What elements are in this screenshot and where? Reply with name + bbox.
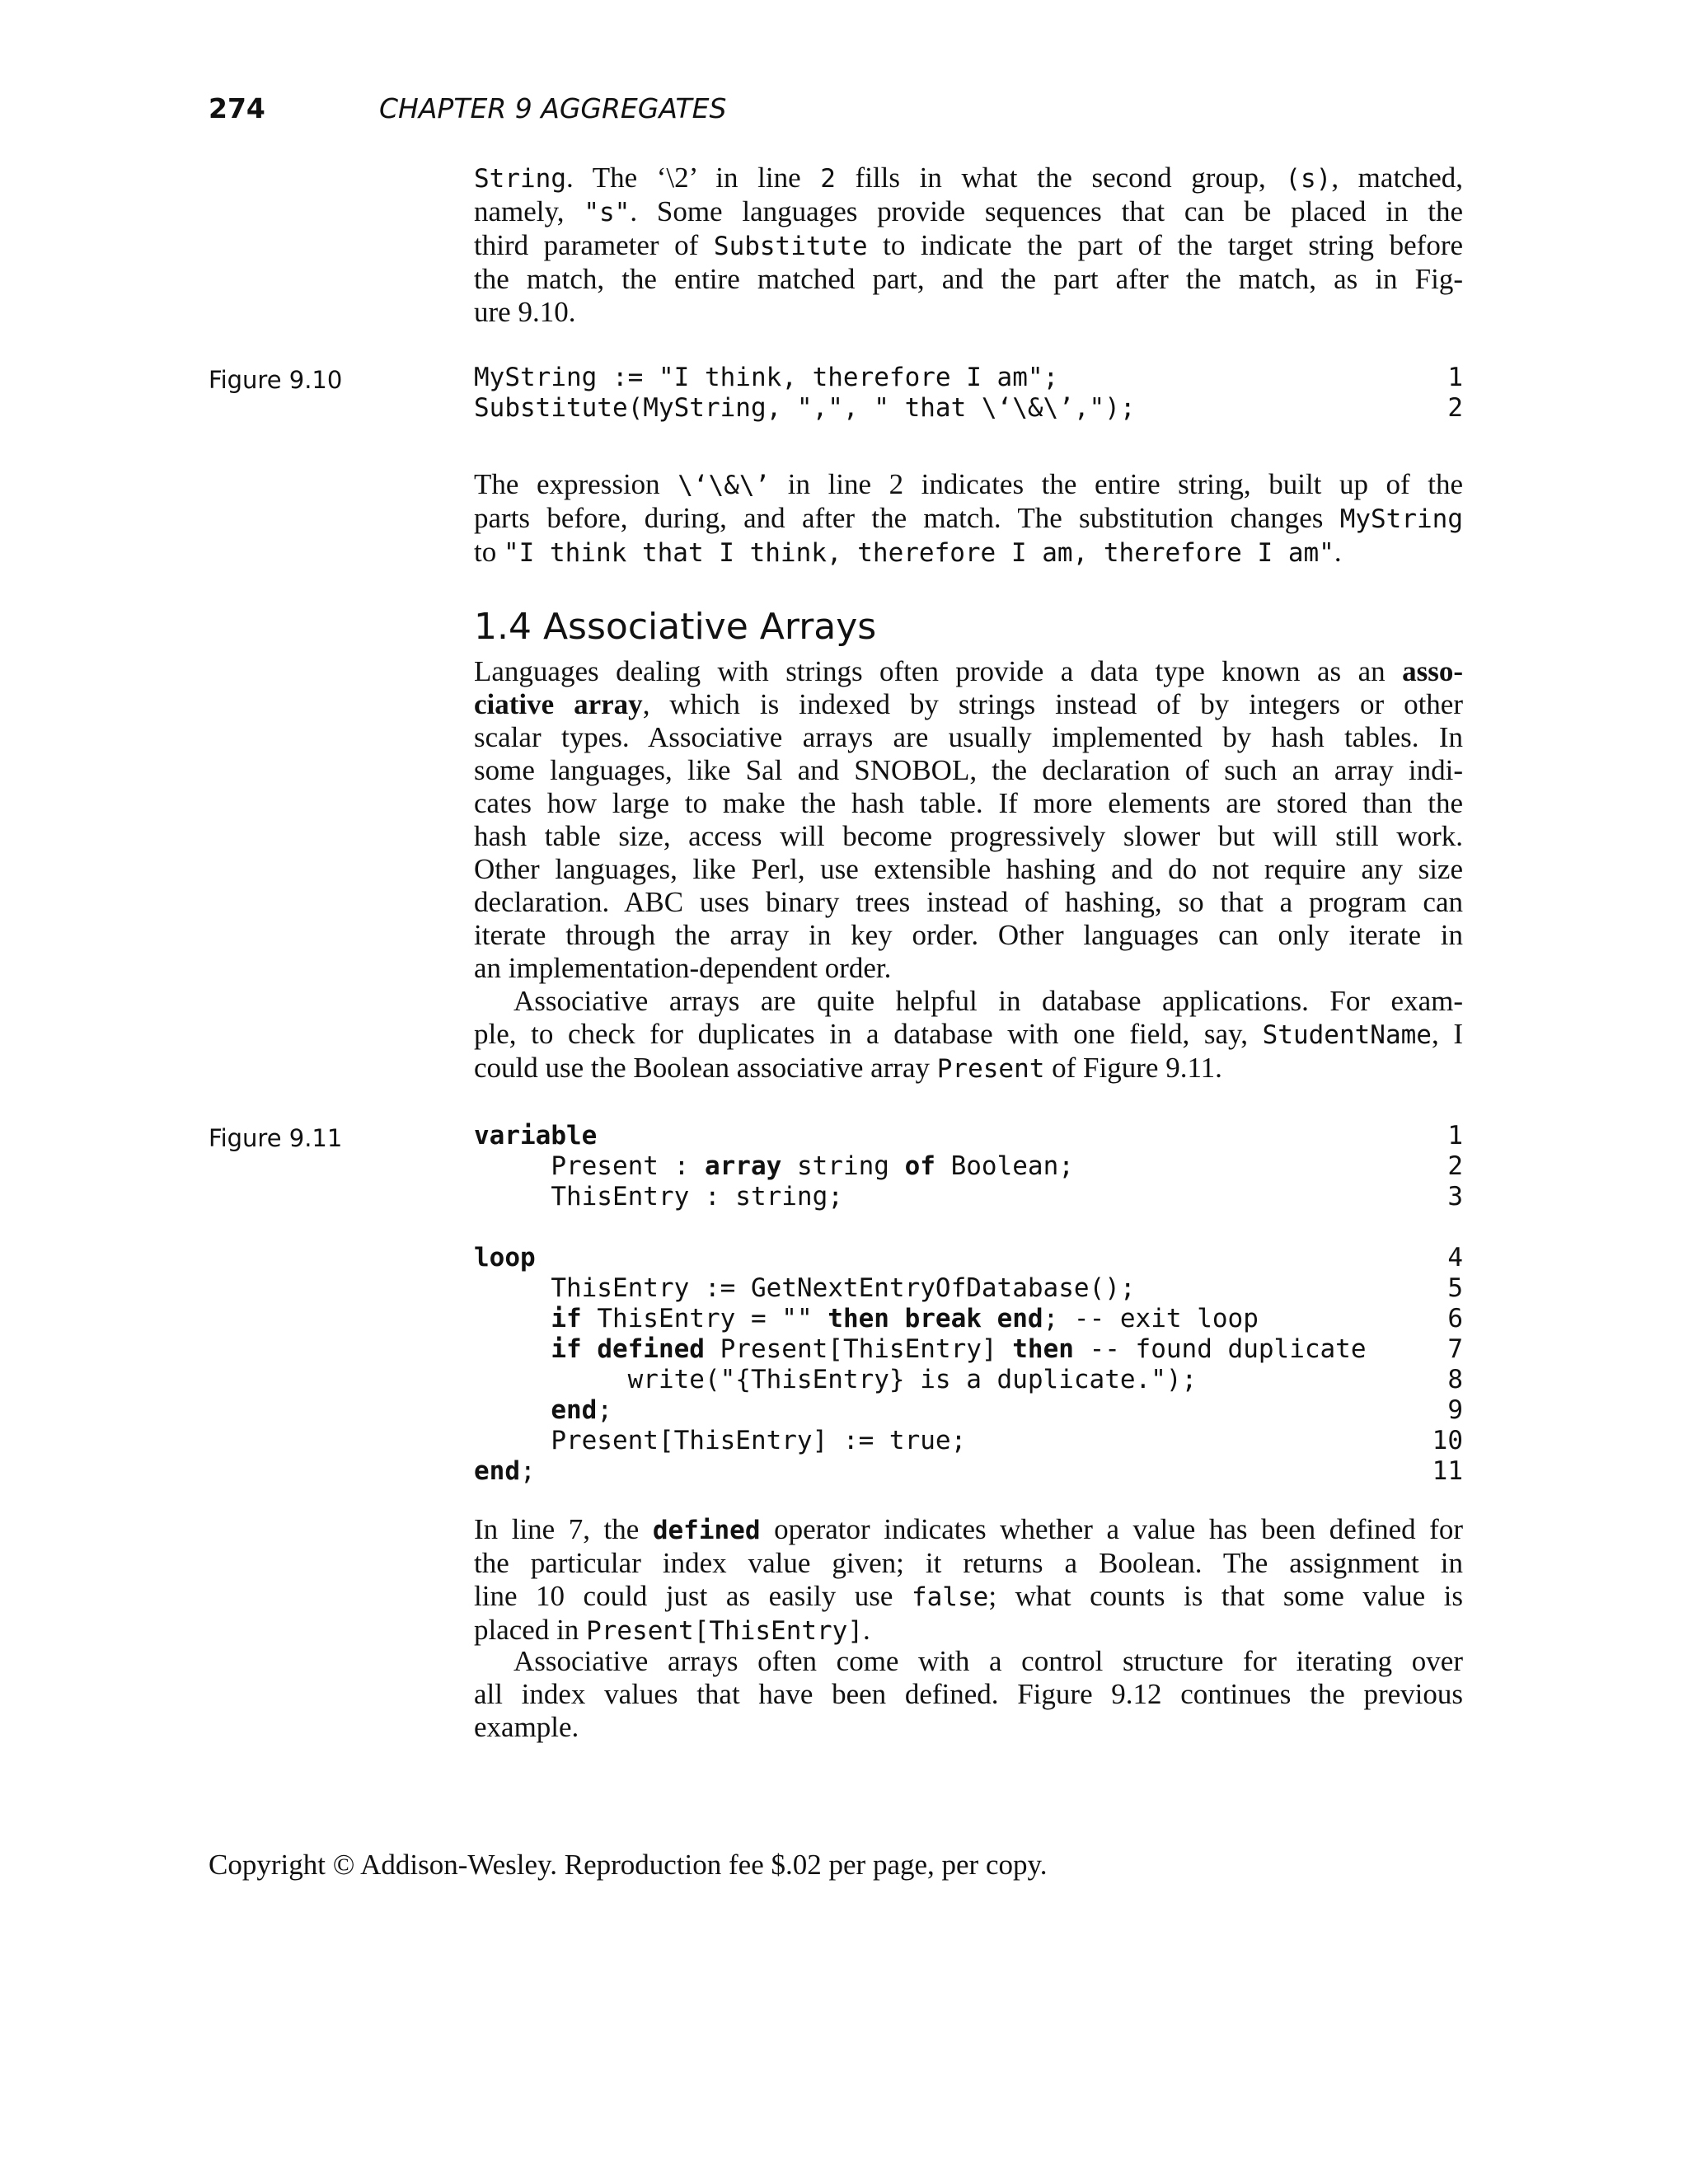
text-run: third parameter of [474,229,714,261]
code-text: Boolean; [935,1151,1074,1181]
text-line: iterate through the array in key order. Other languages can only iterate in [474,919,1463,951]
keyword: if [551,1304,582,1333]
code-line [474,1365,1463,1395]
text-run: could use the Boolean associative array [474,1052,937,1084]
inline-code: "s" [584,198,631,227]
text-run: of Figure 9.11. [1044,1052,1222,1084]
section-heading: 1.4 Associative Arrays [474,606,877,648]
code-text: ThisEntry = "" [581,1304,828,1333]
paragraph-5 [474,1513,1463,1647]
text-run: In line 7, the [474,1513,653,1545]
code-line [474,1182,1463,1212]
text-run: . The ‘\2’ in line [565,162,821,194]
code-line [474,393,1463,424]
line-number: 5 [1447,1273,1463,1303]
code-text: Present[ThisEntry] [704,1334,1013,1364]
keyword: then [1012,1334,1074,1364]
line-number: 6 [1447,1304,1463,1333]
paragraph-1 [474,162,1463,329]
figure-label: Figure 9.10 [209,366,343,394]
line-number: 8 [1447,1365,1463,1394]
text-run: in line 2 indicates the entire string, built up of the [770,468,1463,500]
keyword: end [551,1395,598,1425]
line-number: 4 [1447,1243,1463,1272]
code-line [474,1304,1463,1334]
code-line [474,1121,1463,1151]
line-number: 1 [1447,363,1463,392]
indent [474,1304,551,1333]
paragraph-3 [474,655,1463,985]
code-text: ThisEntry : string; [474,1182,843,1212]
line-number: 11 [1432,1456,1463,1486]
keyword: if defined [551,1334,705,1364]
copyright-notice: Copyright © Addison-Wesley. Reproduction fee $.02 per page, per copy. [209,1849,1048,1881]
text-line: cates how large to make the hash table. If more elements are stored than the [474,787,1463,819]
keyword: loop [474,1243,536,1272]
text-line: the particular index value given; it returns a Boolean. The assignment in [474,1547,1463,1579]
text-run: to [474,536,504,568]
text-run: to indicate the part of the target string before [867,229,1464,261]
line-number: 9 [1447,1395,1463,1425]
paragraph-4 [474,985,1463,1085]
code-text: Substitute(MyString, ",", " that \‘\&\’,"); [474,393,1136,423]
code-line [474,1243,1463,1273]
inline-code: Present[ThisEntry] [586,1616,864,1646]
keyword: end [474,1456,520,1486]
inline-code: "I think that I think, therefore I am, therefore I am" [503,538,1334,568]
keyword: array [704,1151,782,1181]
code-text: -- found duplicate [1073,1334,1367,1364]
code-line [474,363,1463,393]
bold-term: ciative array [474,688,643,720]
code-text: string [781,1151,905,1181]
text-run: operator indicates whether a value has been defined for [760,1513,1463,1545]
figure-label: Figure 9.11 [209,1124,343,1152]
inline-code: 2 [820,164,836,194]
chapter-heading: CHAPTER 9 AGGREGATES [379,92,727,124]
line-number: 7 [1447,1334,1463,1364]
text-run: The expression [474,468,678,500]
code-text: MyString := "I think, therefore I am"; [474,363,1059,392]
inline-code: MyString [1339,504,1463,534]
text-run: . [1334,536,1342,568]
text-run: . Some languages provide sequences that can be placed in the [630,195,1463,227]
line-number: 3 [1447,1182,1463,1212]
inline-code: StudentName [1262,1020,1432,1050]
text-line: the match, the entire matched part, and the part after the match, as in Fig- [474,263,1463,295]
text-line: Associative arrays often come with a control structure for iterating over [513,1645,1463,1677]
text-run: Languages dealing with strings often provide a data type known as an [474,655,1403,687]
code-text: Present[ThisEntry] := true; [474,1426,967,1455]
code-line [474,1334,1463,1365]
code-line [474,1426,1463,1456]
text-line: an implementation-dependent order. [474,952,892,984]
line-number: 10 [1432,1426,1463,1455]
text-line: all index values that have been defined. Figure 9.12 continues the previous [474,1678,1463,1710]
line-number: 2 [1447,1151,1463,1181]
text-line: example. [474,1711,579,1743]
text-run: , I [1431,1018,1463,1050]
code-text: ; -- exit loop [1043,1304,1259,1333]
code-text: ; [597,1395,612,1425]
keyword: of [904,1151,935,1181]
text-run: namely, [474,195,584,227]
text-run: parts before, during, and after the match. The substitution changes [474,502,1340,534]
paragraph-2 [474,468,1463,569]
code-line [474,1395,1463,1426]
text-line: Associative arrays are quite helpful in database applications. For exam- [513,985,1463,1017]
page-number: 274 [209,92,265,124]
inline-code: (s) [1285,164,1332,194]
text-run: ple, to check for duplicates in a database with one field, say, [474,1018,1263,1050]
inline-code: false [911,1582,989,1612]
text-run: . [863,1614,870,1646]
indent [474,1334,551,1364]
text-run: , matched, [1331,162,1463,194]
inline-code: Substitute [713,232,868,261]
code-text: write("{ThisEntry} is a duplicate."); [474,1365,1198,1394]
text-line: some languages, like Sal and SNOBOL, the declaration of such an array indi- [474,754,1463,786]
code-listing-9-11 [474,1121,1463,1487]
code-text: Present : [474,1151,705,1181]
code-line [474,1456,1463,1487]
line-number: 2 [1447,393,1463,423]
text-run: line 10 could just as easily use [474,1580,912,1612]
inline-code: \‘\&\’ [678,471,771,500]
indent [474,1395,551,1425]
inline-code: defined [652,1516,761,1545]
text-run: placed in [474,1614,587,1646]
text-line: ure 9.10. [474,296,576,328]
code-text: ; [520,1456,536,1486]
text-run: fills in what the second group, [835,162,1286,194]
text-line: declaration. ABC uses binary trees instead of hashing, so that a program can [474,886,1463,918]
blank-code-line [474,1212,1463,1243]
code-line [474,1151,1463,1182]
keyword: variable [474,1121,598,1151]
inline-code: String [474,164,566,194]
text-run: , which is indexed by strings instead of by integers or other [642,688,1463,720]
inline-code: Present [936,1054,1045,1084]
code-listing-9-10 [474,363,1463,424]
bold-term: asso- [1402,655,1463,687]
text-run: ; what counts is that some value is [988,1580,1464,1612]
text-line: scalar types. Associative arrays are usually implemented by hash tables. In [474,721,1463,753]
paragraph-6 [474,1645,1463,1744]
code-line [474,1273,1463,1304]
code-text: ThisEntry := GetNextEntryOfDatabase(); [474,1273,1136,1303]
text-line: hash table size, access will become progressively slower but will still work. [474,820,1463,852]
keyword: then break end [828,1304,1043,1333]
text-line: Other languages, like Perl, use extensible hashing and do not require any size [474,853,1463,885]
line-number: 1 [1447,1121,1463,1151]
